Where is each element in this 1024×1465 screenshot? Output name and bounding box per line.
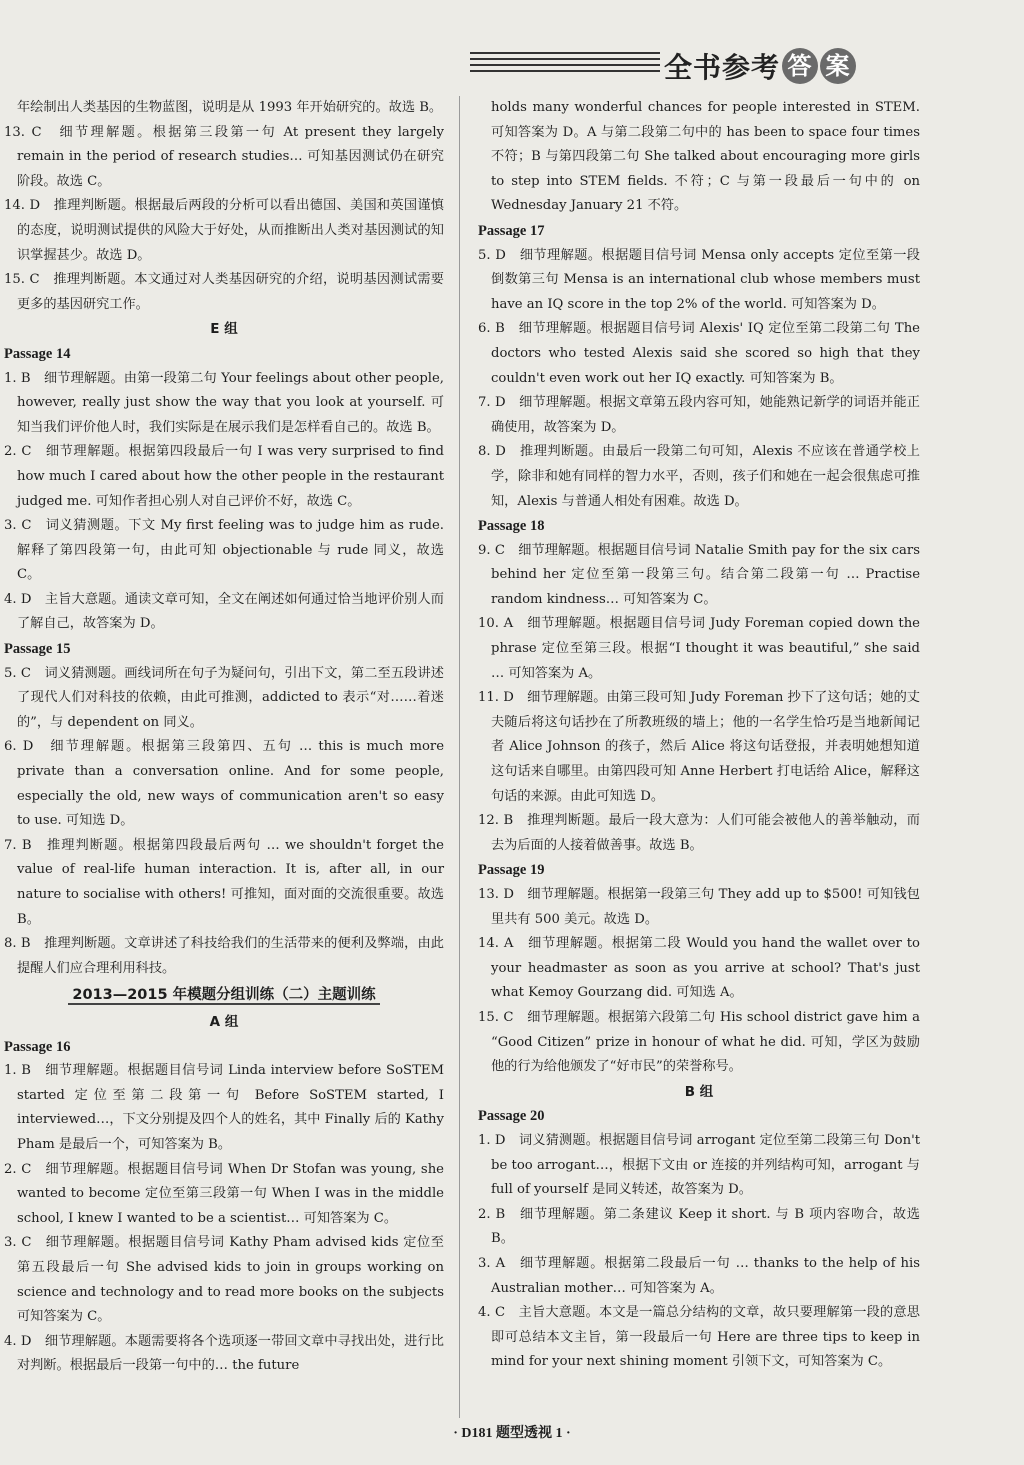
passage-heading: Passage 15 — [4, 641, 71, 658]
answer-item: 6. D 细节理解题。根据第三段第四、五句 … this is much more private than a conversation online. And for some people, especially the old, new ways of communication aren't so easy to use. 可知选 D。 — [4, 739, 444, 829]
answer-item: 12. B 推理判断题。最后一段大意为：人们可能会被他人的善举触动，而去为后面的人接着做善事。故选 B。 — [478, 813, 920, 853]
right-column — [478, 96, 920, 1375]
passage-heading: Passage 18 — [478, 518, 545, 535]
page-footer: · D181 题型透视 1 · — [453, 1426, 571, 1441]
answer-item: 1. B 细节理解题。由第一段第二句 Your feelings about other people, however, really just show the way that you look at yourself. 可知当我们评价他人时，我们实际是在展示我们是怎样看自己的。故选 B。 — [4, 370, 444, 435]
group-heading: A 组 — [209, 1013, 239, 1030]
answer-item: 14. D 推理判断题。根据最后两段的分析可以看出德国、美国和英国谨慎的态度，说明测试提供的风险大于好处，从而推断出人类对基因测试的知识掌握甚少。故选 D。 — [4, 198, 444, 263]
header-circle-char: 案 — [820, 48, 856, 84]
answer-item: 13. C 细节理解题。根据第三段第一句 At present they largely remain in the period of research studies… 可知基因测试仍在研究阶段。故选 C。 — [4, 124, 444, 189]
passage-heading: Passage 14 — [4, 345, 71, 362]
answer-item: 3. C 词义猜测题。下文 My first feeling was to judge him as rude. 解释了第四段第一句，由此可知 objectionable 与 rude 同义，故选 C。 — [4, 518, 444, 583]
answer-item: 13. D 细节理解题。根据第一段第三句 They add up to $500! 可知钱包里共有 500 美元。故选 D。 — [478, 887, 920, 927]
section-title-text: 2013—2015 年模题分组训练（二）主题训练 — [68, 987, 379, 1005]
answer-item: 1. B 细节理解题。根据题目信号词 Linda interview before SoSTEM started 定位至第二段第一句 Before SoSTEM started, I interviewed…，下文分别提及四个人的姓名，其中 Finally 后的 Kathy Pham 是最后一个，可知答案为 B。 — [4, 1063, 444, 1152]
answer-item: 4. D 细节理解题。本题需要将各个选项逐一带回文章中寻找出处，进行比对判断。根据最后一段第一句中的… the future — [4, 1333, 444, 1374]
passage-heading: Passage 16 — [4, 1038, 71, 1055]
page-header-title — [664, 46, 856, 86]
group-heading: E 组 — [210, 321, 238, 338]
section-title — [4, 983, 444, 1008]
answer-item: 11. D 细节理解题。由第三段可知 Judy Foreman 抄下了这句话；她的丈夫随后将这句话抄在了所教班级的墙上；他的一名学生恰巧是当地新闻记者 Alice Johnson 的孩子，然后 Alice 将这句话登报，并表明她想知道这句话来自哪里。由第四段可知 Anne Herbert 打电话给 Alice，解释这句话的来源。由此可知选 D。 — [478, 690, 920, 804]
answer-item: 15. C 细节理解题。根据第六段第二句 His school district gave him a “Good Citizen” prize in honour of what he did. 可知，学区为鼓励他的行为给他颁发了“好市民”的荣誉称号。 — [478, 1009, 920, 1075]
passage-heading: Passage 20 — [478, 1108, 545, 1125]
header-title-text: 全书参考 — [664, 51, 781, 84]
passage-heading: Passage 17 — [478, 222, 545, 239]
answer-item: 5. D 细节理解题。根据题目信号词 Mensa only accepts 定位至第一段倒数第三句 Mensa is an international club whose members must have an IQ score in the top 2% of the world. 可知答案为 D。 — [478, 247, 920, 312]
answer-item: 1. D 词义猜测题。根据题目信号词 arrogant 定位至第二段第三句 Don't be too arrogant…，根据下文由 or 连接的并列结构可知，arrogant 与 full of yourself 是同义转述，故答案为 D。 — [478, 1132, 920, 1198]
answer-item: 7. D 细节理解题。根据文章第五段内容可知，她能熟记新学的词语并能正确使用，故答案为 D。 — [478, 395, 920, 435]
column-divider — [459, 96, 460, 1418]
answer-item: 8. D 推理判断题。由最后一段第二句可知，Alexis 不应该在普通学校上学，除非和她有同样的智力水平，否则，孩子们和她在一起会很焦虑可推知，Alexis 与普通人相处有困难。故选 D。 — [478, 444, 920, 509]
answer-item: 7. B 推理判断题。根据第四段最后两句 … we shouldn't forget the value of real-life human interaction. It is, after all, in our nature to socialise with others! 可推知，面对面的交流很重要。故选 B。 — [4, 837, 444, 927]
answer-item: 4. C 主旨大意题。本文是一篇总分结构的文章，故只要理解第一段的意思即可总结本文主旨，第一段最后一句 Here are three tips to keep in mind for your next shining moment 引领下文，可知答案为 C。 — [478, 1305, 920, 1370]
answer-item: 2. C 细节理解题。根据题目信号词 When Dr Stofan was young, she wanted to become 定位至第三段第一句 When I was in the middle school, I knew I wanted to be a scientist… 可知答案为 C。 — [4, 1161, 444, 1226]
answer-item: 6. B 细节理解题。根据题目信号词 Alexis' IQ 定位至第二段第二句 The doctors who tested Alexis said she scored so high that they couldn't even work out her IQ exactly. 可知答案为 B。 — [478, 321, 920, 386]
left-column — [4, 96, 444, 1379]
answer-item: 14. A 细节理解题。根据第二段 Would you hand the wallet over to your headmaster as soon as you arrive at school? That's just what Kemoy Gourzang did. 可知选 A。 — [478, 936, 920, 1001]
answer-item: 5. C 词义猜测题。画线词所在句子为疑问句，引出下文，第二至五段讲述了现代人们对科技的依赖，由此可推测，addicted to 表示“对……着迷的”，与 dependent on 同义。 — [4, 665, 444, 730]
answer-item: 3. A 细节理解题。根据第二段最后一句 … thanks to the help of his Australian mother… 可知答案为 A。 — [478, 1255, 920, 1296]
answer-item: 4. D 主旨大意题。通读文章可知，全文在阐述如何通过恰当地评价别人而了解自己，故答案为 D。 — [4, 591, 444, 632]
answer-item: 3. C 细节理解题。根据题目信号词 Kathy Pham advised kids 定位至第五段最后一句 She advised kids to join in groups working on science and technology and to read more books on the subjects 可知答案为 C。 — [4, 1235, 444, 1325]
answer-continuation: holds many wonderful chances for people interested in STEM. 可知答案为 D。A 与第二段第二句中的 has been to space four times 不符；B 与第四段第二句 She talked about encouraging more girls to step into STEM fields. 不符；C 与第一段最后一句中的 on Wednesday January 21 不符。 — [491, 100, 920, 214]
answer-item: 8. B 推理判断题。文章讲述了科技给我们的生活带来的便利及弊端，由此提醒人们应合理利用科技。 — [4, 936, 444, 976]
passage-heading: Passage 19 — [478, 862, 545, 879]
header-rule-lines — [470, 52, 660, 76]
answer-item: 10. A 细节理解题。根据题目信号词 Judy Foreman copied down the phrase 定位至第三段。根据“I thought it was beautiful,” she said … 可知答案为 A。 — [478, 616, 920, 681]
answer-item: 15. C 推理判断题。本文通过对人类基因研究的介绍，说明基因测试需要更多的基因研究工作。 — [4, 272, 444, 312]
answer-item: 9. C 细节理解题。根据题目信号词 Natalie Smith pay for the six cars behind her 定位至第一段第三句。结合第二段第一句 … Practise random kindness… 可知答案为 C。 — [478, 542, 920, 607]
group-heading: B 组 — [684, 1083, 714, 1100]
header-circle-char: 答 — [782, 48, 818, 84]
answer-item: 2. B 细节理解题。第二条建议 Keep it short. 与 B 项内容吻合，故选 B。 — [478, 1206, 920, 1247]
answer-item: 2. C 细节理解题。根据第四段最后一句 I was very surprised to find how much I cared about how the other people in the restaurant judged me. 可知作者担心别人对自己评价不好，故选 C。 — [4, 444, 444, 509]
answer-continuation: 年绘制出人类基因的生物蓝图，说明是从 1993 年开始研究的。故选 B。 — [17, 100, 443, 115]
